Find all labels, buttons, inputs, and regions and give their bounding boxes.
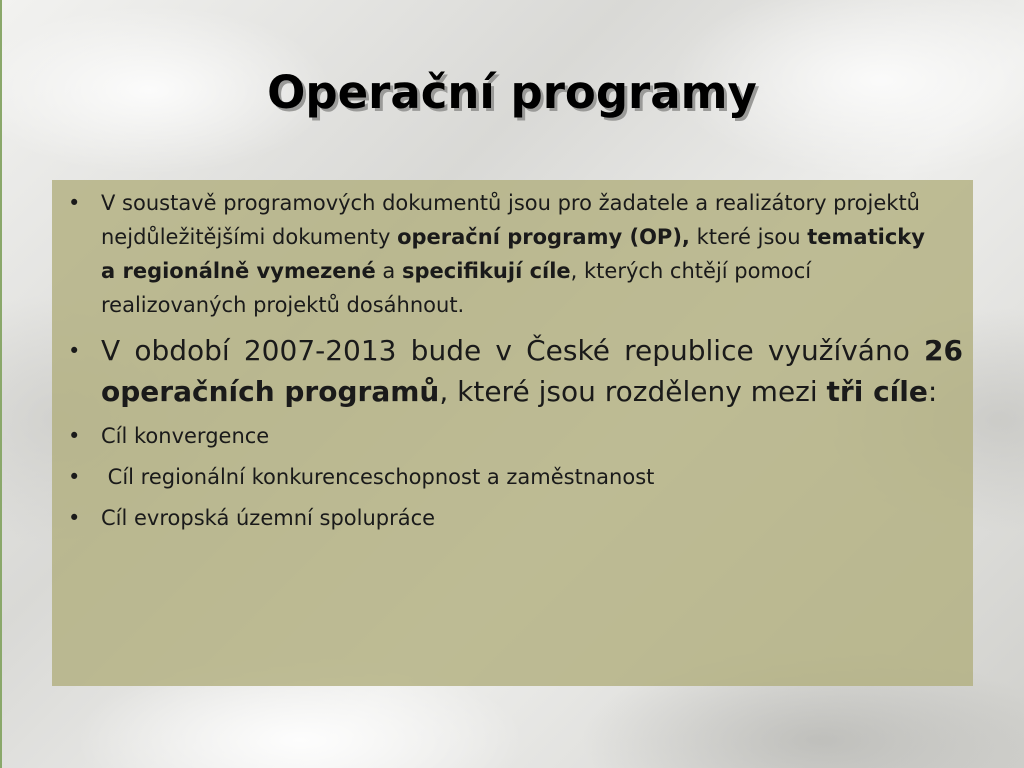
bullet-list — [60, 186, 963, 535]
item4-text: Cíl regionální konkurenceschopnost a zaměstnanost — [101, 465, 655, 489]
bullet-icon: • — [68, 191, 81, 215]
item2-text-2: , které jsou rozděleny mezi — [439, 375, 827, 408]
item1-bold-thematic-regional: tematicky a regionálně vymezené — [101, 225, 925, 283]
item2-bold-three-goals: tři cíle — [826, 375, 928, 408]
item2-bold-26-programs: 26 operačních programů — [101, 334, 963, 408]
item1-text-2: které jsou — [689, 225, 808, 249]
item1-text-1: V soustavě programových dokumentů jsou pro žadatele a realizátory projektů nejdůležitějšími dokumenty — [101, 191, 920, 249]
item2-text-1: V období 2007-2013 bude v České republice využíváno — [101, 334, 925, 367]
bullet-icon: • — [68, 465, 81, 489]
bullet-icon: • — [68, 339, 81, 363]
bullet-item-territorial-cooperation — [60, 501, 963, 535]
slide-title: Operační programy — [267, 66, 757, 119]
item1-bold-operational-programs: operační programy (OP), — [397, 225, 690, 249]
bullet-item-period-2007-2013 — [60, 330, 963, 412]
item1-bold-specify-goals: specifikují cíle — [401, 259, 571, 283]
bullet-icon: • — [68, 506, 81, 530]
content-box — [52, 180, 973, 686]
item3-text: Cíl konvergence — [101, 424, 270, 448]
item1-text-3: a — [375, 259, 402, 283]
item1-text-4: , kterých chtějí pomocí realizovaných projektů dosáhnout. — [101, 259, 812, 317]
item2-text-3: : — [927, 375, 938, 408]
bullet-item-program-documents — [60, 186, 927, 322]
bullet-item-regional-competitiveness — [60, 460, 963, 494]
bullet-icon: • — [68, 424, 81, 448]
bullet-item-convergence — [60, 419, 963, 453]
item5-text: Cíl evropská územní spolupráce — [101, 506, 436, 530]
